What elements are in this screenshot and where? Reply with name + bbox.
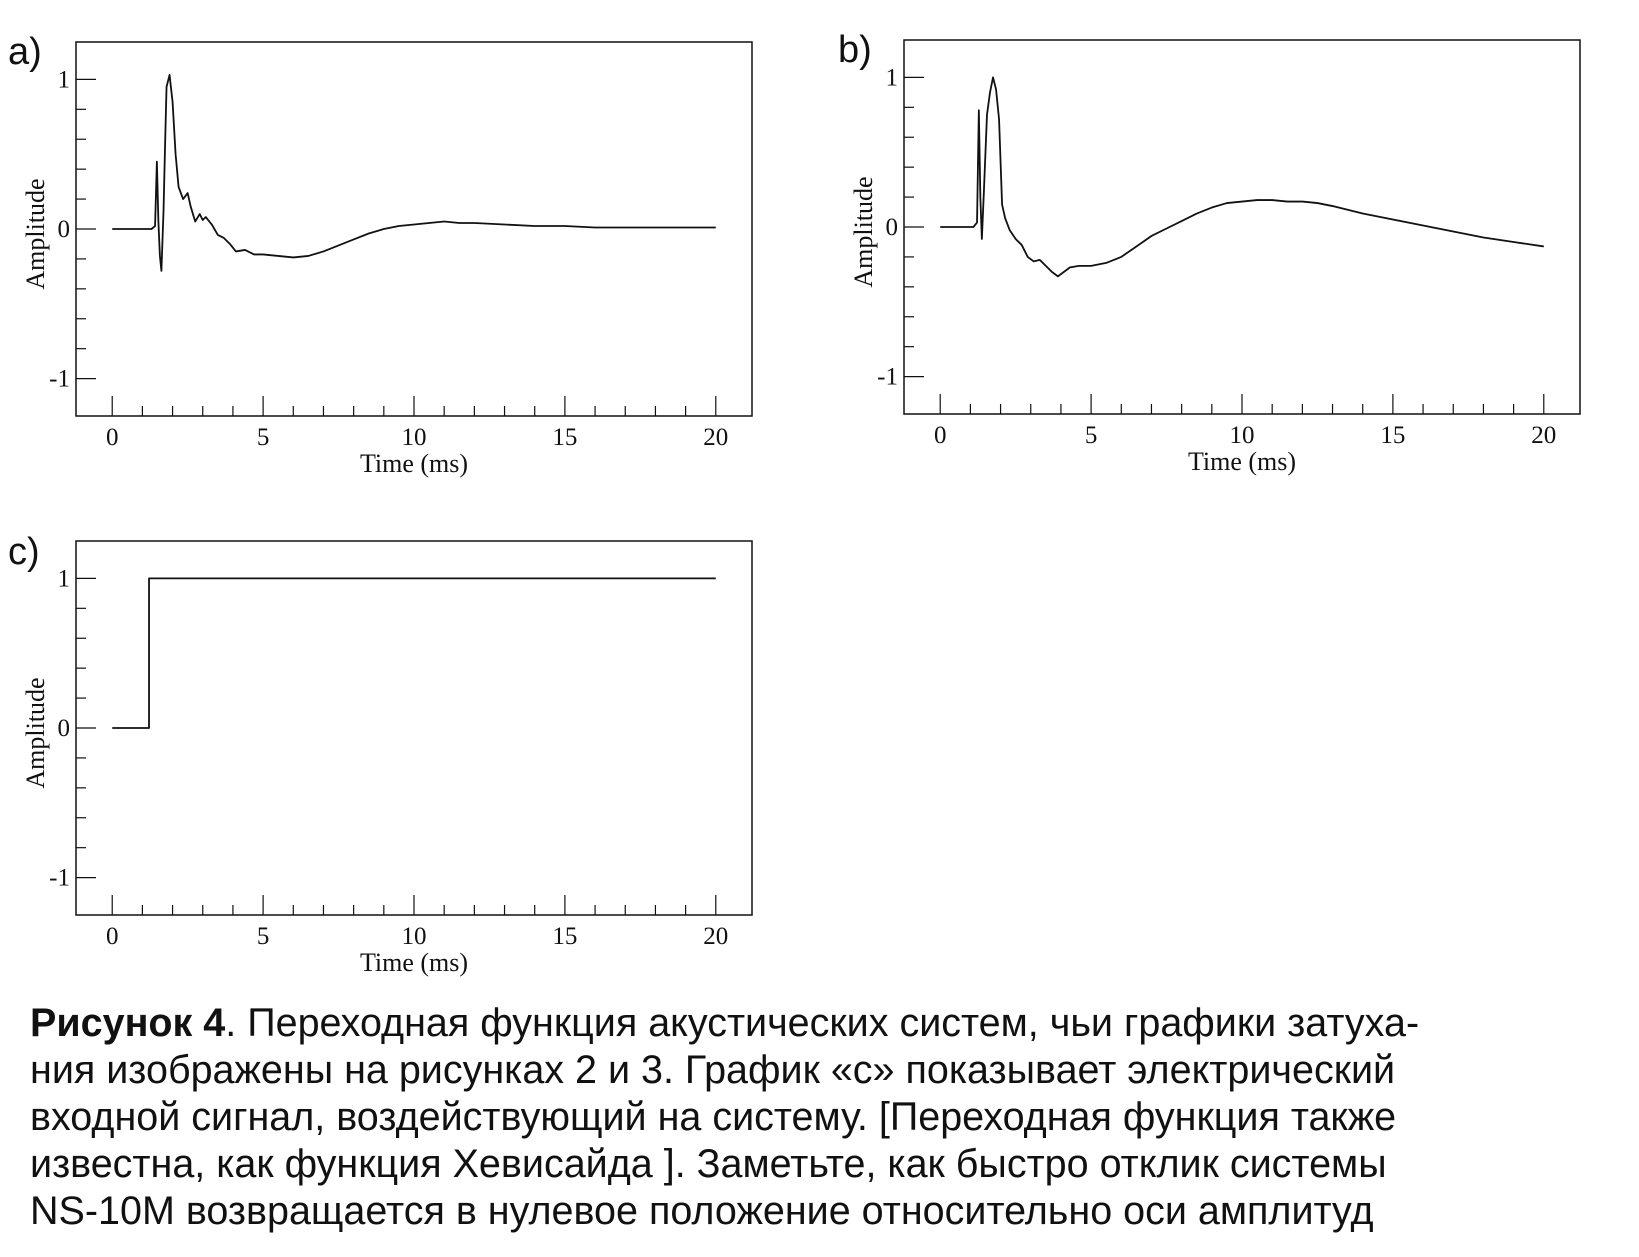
axes [49, 565, 728, 950]
x-tick-label: 10 [1229, 422, 1255, 449]
x-axis-title: Time (ms) [359, 449, 469, 478]
caption-text: . Переходная функция акустических систем, чьи графики затуха- [225, 1001, 1420, 1045]
panel-label: b) [838, 29, 872, 71]
figure-caption [30, 1000, 1630, 1235]
y-tick-label: 0 [57, 216, 70, 243]
panel-label: c) [8, 531, 40, 573]
x-tick-label: 5 [256, 424, 270, 451]
y-tick-label: 1 [57, 66, 70, 94]
x-tick-label: 0 [933, 422, 947, 449]
y-tick-label: 0 [57, 715, 70, 742]
x-tick-label: 15 [552, 923, 578, 950]
x-tick-label: 0 [105, 923, 119, 950]
plot-frame [76, 42, 752, 416]
x-tick-label: 20 [1531, 422, 1557, 449]
x-tick-label: 15 [1380, 422, 1406, 449]
x-tick-label: 20 [703, 923, 729, 950]
x-tick-label: 5 [1084, 422, 1098, 449]
x-tick-label: 10 [401, 923, 427, 950]
caption-line-4: известна, как функция Хевисайда ]. Заметьте, как быстро отклик системы [30, 1142, 1387, 1186]
y-tick-label: 1 [57, 565, 70, 593]
panel-label: a) [8, 31, 42, 73]
caption-label: Рисунок 4 [30, 1001, 226, 1045]
y-tick-label: -1 [49, 365, 70, 393]
axes [49, 66, 728, 451]
plot-frame [904, 40, 1580, 414]
y-tick-label: -1 [49, 864, 70, 892]
y-tick-label: -1 [877, 363, 898, 391]
caption-line-5: NS-10M возвращается в нулевое положение относительно оси амплитуд [30, 1189, 1374, 1233]
x-tick-label: 5 [256, 923, 270, 950]
panel-a [8, 31, 752, 478]
caption-line-2: ния изображены на рисунках 2 и 3. График «с» показывает электрический [30, 1048, 1396, 1092]
plot-frame [76, 541, 752, 915]
y-axis-title: Amplitude [21, 677, 50, 789]
panel-b [838, 29, 1580, 476]
x-tick-label: 20 [703, 424, 729, 451]
x-tick-label: 15 [552, 424, 578, 451]
x-tick-label: 10 [401, 424, 427, 451]
y-axis-title: Amplitude [849, 176, 878, 288]
y-tick-label: 1 [885, 64, 898, 92]
caption-line-1 [30, 1000, 1630, 1047]
x-tick-label: 0 [105, 424, 119, 451]
x-axis-title: Time (ms) [1187, 447, 1297, 476]
series-line-c [112, 578, 716, 728]
series-line-b [940, 77, 1544, 276]
y-tick-label: 0 [885, 214, 898, 241]
x-axis-title: Time (ms) [359, 948, 469, 977]
y-axis-title: Amplitude [21, 178, 50, 290]
panel-c [8, 531, 752, 977]
series-line-a [112, 75, 716, 271]
caption-line-3: входной сигнал, воздействующий на систему. [Переходная функция также [30, 1095, 1397, 1139]
